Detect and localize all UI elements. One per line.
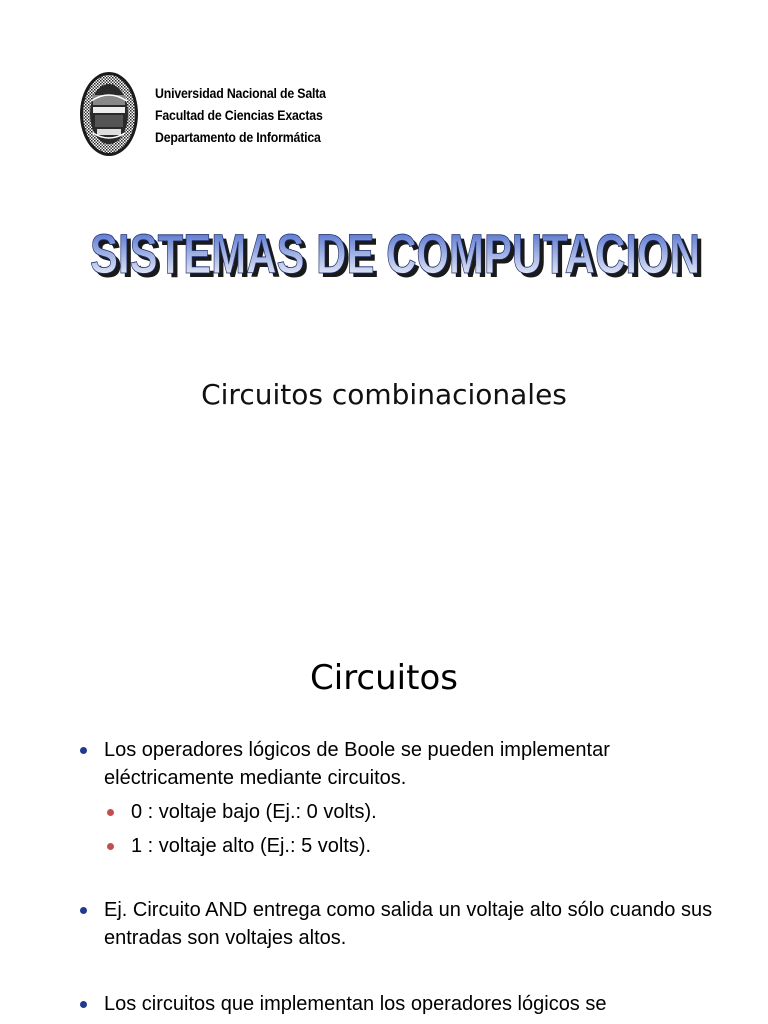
sub-bullet-text: 1 : voltaje alto (Ej.: 5 volts). (131, 835, 372, 857)
bullet-item (78, 896, 718, 952)
sub-bullet-dot-icon (107, 843, 114, 850)
sub-bullet-item (78, 832, 718, 860)
content-slide (0, 520, 768, 1024)
bullet-dot-icon (80, 747, 87, 754)
slide-title: Circuitos (310, 658, 458, 698)
department-name: Departamento de Informática (155, 129, 321, 145)
bullet-list (78, 736, 718, 1018)
sub-bullet-item (78, 798, 718, 826)
bullet-item (78, 990, 718, 1018)
main-title (86, 214, 706, 284)
main-title-shadow: SISTEMAS DE COMPUTACION (94, 226, 704, 284)
faculty-name: Facultad de Ciencias Exactas (155, 107, 323, 123)
institution-header (155, 82, 326, 148)
university-name: Universidad Nacional de Salta (155, 85, 326, 101)
bullet-text: Los operadores lógicos de Boole se pueden implementar eléctricamente mediante circuitos. (104, 739, 610, 789)
bullet-dot-icon (80, 907, 87, 914)
subtitle: Circuitos combinacionales (201, 378, 567, 411)
bullet-text: Los circuitos que implementan los operadores lógicos se (104, 993, 607, 1015)
bullet-item (78, 736, 718, 792)
sub-bullet-dot-icon (107, 809, 114, 816)
main-title-text: SISTEMAS DE COMPUTACION (90, 222, 700, 284)
bullet-text: Ej. Circuito AND entrega como salida un voltaje alto sólo cuando sus entradas son voltajes altos. (104, 899, 713, 949)
sub-bullet-text: 0 : voltaje bajo (Ej.: 0 volts). (131, 801, 377, 823)
bullet-dot-icon (80, 1001, 87, 1008)
university-seal-icon (79, 71, 139, 157)
